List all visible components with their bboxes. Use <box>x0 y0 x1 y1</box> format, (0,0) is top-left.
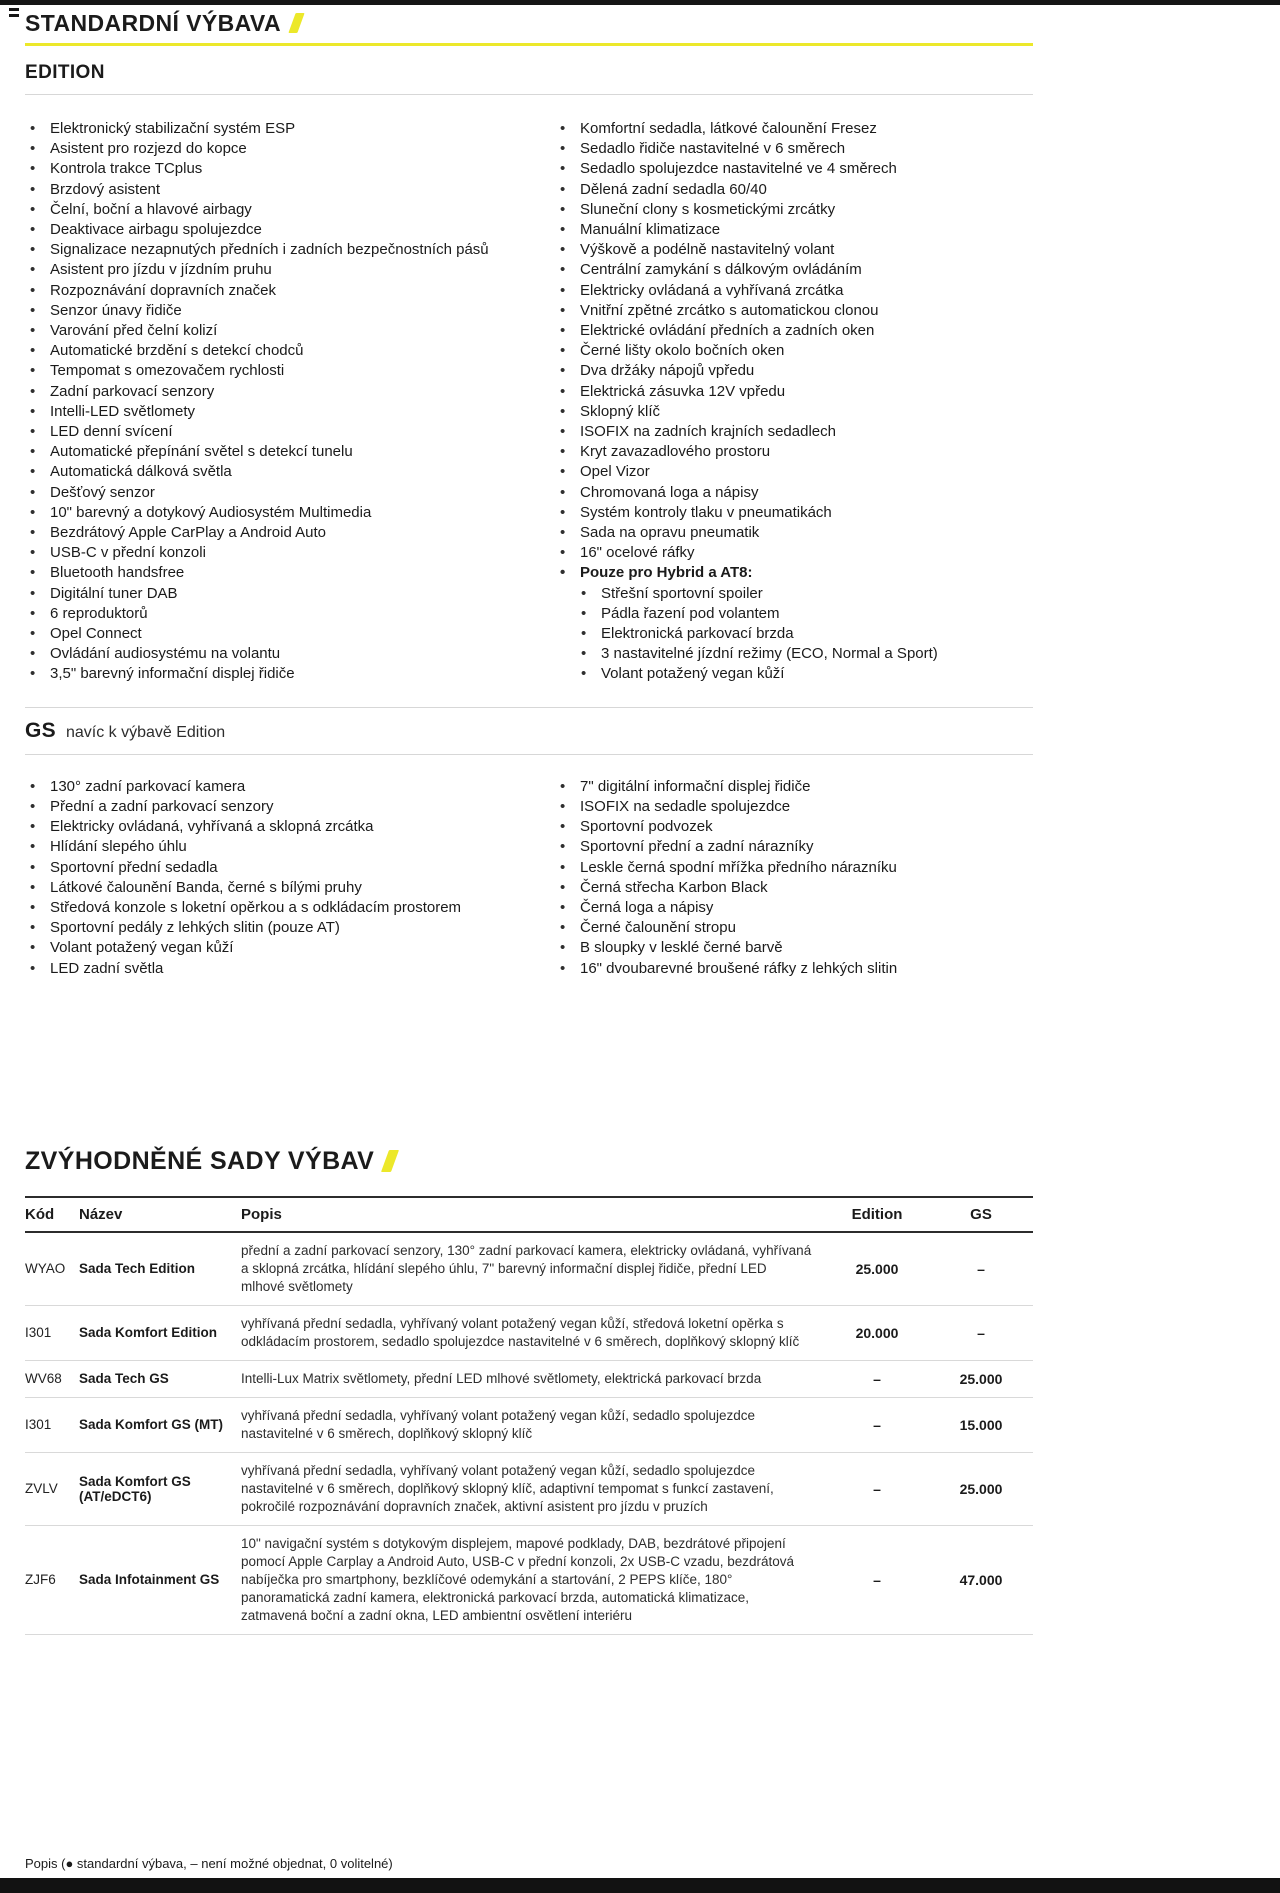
gs-left-list <box>25 777 525 979</box>
feature-item-label: Kontrola trakce TCplus <box>50 160 203 178</box>
feature-item-label: 16" dvoubarevné broušené ráfky z lehkých slitin <box>580 959 898 977</box>
feature-item <box>576 664 1033 684</box>
feature-item-label: Bezdrátový Apple CarPlay a Android Auto <box>50 524 327 542</box>
feature-item <box>25 837 525 857</box>
feature-item-label: Intelli-LED světlomety <box>50 402 196 420</box>
package-description: vyhřívaná přední sedadla, vyhřívaný volant potažený vegan kůží, středová loketní opěrka s odkládacím prostorem, sedadlo spolujezdce nastavitelné v 6 směrech, doplňkový sklopný klíč <box>241 1305 825 1360</box>
feature-item-label: Přední a zadní parkovací senzory <box>50 797 274 815</box>
packages-table-body <box>25 1232 1033 1635</box>
feature-item <box>555 139 1033 159</box>
feature-item-label: Elektricky ovládaná, vyhřívaná a sklopná zrcátka <box>50 818 374 836</box>
feature-item <box>555 422 1033 442</box>
feature-item <box>555 523 1033 543</box>
feature-item-label: Černá střecha Karbon Black <box>580 878 768 896</box>
feature-item <box>25 159 525 179</box>
feature-item-label: Leskle černá spodní mřížka předního nárazníku <box>580 858 897 876</box>
legend-note: Popis (● standardní výbava, – není možné objednat, 0 volitelné) <box>25 1856 393 1871</box>
feature-item <box>555 878 1033 898</box>
packages-section <box>25 1147 1033 1635</box>
feature-item <box>25 543 525 563</box>
feature-item <box>25 523 525 543</box>
feature-item-label: Černá loga a nápisy <box>580 898 714 916</box>
feature-item-label: Volant potažený vegan kůží <box>601 665 785 683</box>
feature-item-label: Elektronická parkovací brzda <box>601 625 794 643</box>
feature-item-label: LED zadní světla <box>50 959 164 977</box>
feature-item <box>555 281 1033 301</box>
package-name: Sada Infotainment GS <box>79 1525 241 1634</box>
feature-item <box>25 503 525 523</box>
feature-item <box>25 200 525 220</box>
edition-right-column <box>555 119 1033 685</box>
feature-item-label: Varování před čelní kolizí <box>50 322 218 340</box>
feature-item-label: Tempomat s omezovačem rychlosti <box>50 362 285 380</box>
feature-item-label: Elektronický stabilizační systém ESP <box>50 120 296 137</box>
package-code: WV68 <box>25 1360 79 1397</box>
feature-item-label: 3,5" barevný informační displej řidiče <box>50 665 295 683</box>
package-description: Intelli-Lux Matrix světlomety, přední LED mlhové světlomety, elektrická parkovací brzda <box>241 1360 825 1397</box>
package-description: přední a zadní parkovací senzory, 130° zadní parkovací kamera, elektricky ovládaná, vyhřívaná a sklopná zrcátka, hlídání slepého úhlu, 7" barevný informační displej řidiče, přední LED mlhové světlomety <box>241 1232 825 1306</box>
feature-item <box>25 797 525 817</box>
package-price-edition: – <box>825 1525 929 1634</box>
feature-item-label: Látkové čalounění Banda, černé s bílými pruhy <box>50 878 362 896</box>
feature-item <box>25 604 525 624</box>
feature-item-label: USB-C v přední konzoli <box>50 544 206 562</box>
page-edge-mark <box>9 8 19 17</box>
column-header-gs: GS <box>929 1197 1033 1232</box>
feature-item <box>25 321 525 341</box>
feature-item <box>555 898 1033 918</box>
package-description: vyhřívaná přední sedadla, vyhřívaný volant potažený vegan kůží, sedadlo spolujezdce nastavitelné v 6 směrech, doplňkový sklopný klíč, adaptivní tempomat s funkcí zastavení, pokročilé rozpoznávání dopravních značek, aktivní asistent pro jízdu v pruzích <box>241 1452 825 1525</box>
feature-item-label: ISOFIX na zadních krajních sedadlech <box>580 423 836 441</box>
feature-item <box>555 159 1033 179</box>
feature-item <box>25 959 525 979</box>
feature-item <box>555 119 1033 139</box>
feature-item <box>25 483 525 503</box>
package-price-gs: 25.000 <box>929 1360 1033 1397</box>
feature-item <box>555 959 1033 979</box>
edition-section <box>25 62 1033 685</box>
feature-item-label: 10" barevný a dotykový Audiosystém Multimedia <box>50 503 372 521</box>
package-code: ZJF6 <box>25 1525 79 1634</box>
feature-item-label: 6 reproduktorů <box>50 604 148 622</box>
feature-item <box>555 361 1033 381</box>
feature-item <box>25 644 525 664</box>
package-description: 10" navigační systém s dotykovým displejem, mapové podklady, DAB, bezdrátové připojení pomocí Apple Carplay a Android Auto, USB-C v přední konzoli, 2x USB-C vzadu, bezdrátová nabíječka pro smartphony, bezklíčové odemykání a startování, 2 PEPS klíče, 180° panoramatická zadní kamera, elektronická parkovací brzda, automatická klimatizace, zatmavená boční a zadní okna, LED ambientní osvětlení interiéru <box>241 1525 825 1634</box>
feature-item-label: Komfortní sedadla, látkové čalounění Fresez <box>580 120 877 137</box>
package-price-edition: – <box>825 1360 929 1397</box>
packages-title <box>25 1147 1033 1176</box>
feature-item-label: Kryt zavazadlového prostoru <box>580 443 771 461</box>
hybrid-note-label: Pouze pro Hybrid a AT8: <box>580 564 753 582</box>
packages-title-text: ZVÝHODNĚNÉ SADY VÝBAV <box>25 1146 375 1175</box>
feature-item <box>555 858 1033 878</box>
feature-item-label: Dva držáky nápojů vpředu <box>580 362 755 380</box>
feature-item <box>25 139 525 159</box>
package-price-gs: – <box>929 1232 1033 1306</box>
accent-rule <box>25 43 1033 46</box>
feature-item-label: Černé čalounění stropu <box>580 919 736 937</box>
package-code: ZVLV <box>25 1452 79 1525</box>
feature-item <box>25 220 525 240</box>
feature-item-label: Pádla řazení pod volantem <box>601 604 780 622</box>
feature-item-label: LED denní svícení <box>50 423 173 441</box>
feature-item <box>25 422 525 442</box>
feature-item <box>555 817 1033 837</box>
table-row <box>25 1525 1033 1634</box>
feature-item-label: Černé lišty okolo bočních oken <box>580 342 785 360</box>
feature-item <box>555 240 1033 260</box>
feature-item-label: 3 nastavitelné jízdní režimy (ECO, Normal a Sport) <box>601 645 938 663</box>
package-price-gs: 15.000 <box>929 1397 1033 1452</box>
feature-item <box>25 402 525 422</box>
feature-item-label: Ovládání audiosystému na volantu <box>50 645 281 663</box>
feature-item <box>25 361 525 381</box>
feature-item-label: Dešťový senzor <box>50 483 155 501</box>
feature-item-label: Sada na opravu pneumatik <box>580 524 760 542</box>
edition-feature-columns <box>25 95 1033 685</box>
package-code: I301 <box>25 1305 79 1360</box>
column-header-name: Název <box>79 1197 241 1232</box>
hybrid-sub-list <box>576 584 1033 685</box>
feature-item <box>25 563 525 583</box>
feature-item-label: Střešní sportovní spoiler <box>601 584 763 602</box>
table-row <box>25 1232 1033 1306</box>
feature-item-label: Automatické brzdění s detekcí chodců <box>50 342 304 360</box>
header-row <box>25 1197 1033 1232</box>
feature-item <box>25 584 525 604</box>
page-title-text: STANDARDNÍ VÝBAVA <box>25 10 281 36</box>
feature-item-label: Senzor únavy řidiče <box>50 301 182 319</box>
feature-item-label: Sportovní podvozek <box>580 818 713 836</box>
feature-item-label: ISOFIX na sedadle spolujezdce <box>580 797 791 815</box>
feature-item-label: 7" digitální informační displej řidiče <box>580 777 811 795</box>
gs-heading-title: GS <box>25 718 56 742</box>
brand-slash-icon <box>381 1150 399 1172</box>
feature-item <box>25 260 525 280</box>
feature-item-label: Sedadlo řidiče nastavitelné v 6 směrech <box>580 140 846 158</box>
feature-item <box>576 624 1033 644</box>
feature-item <box>25 119 525 139</box>
gs-heading <box>25 708 1033 754</box>
package-price-gs: 47.000 <box>929 1525 1033 1634</box>
table-row <box>25 1452 1033 1525</box>
column-header-desc: Popis <box>241 1197 825 1232</box>
feature-item-label: Sedadlo spolujezdce nastavitelné ve 4 směrech <box>580 160 897 178</box>
feature-item <box>576 644 1033 664</box>
feature-item <box>555 180 1033 200</box>
feature-item <box>25 462 525 482</box>
feature-item-label: Brzdový asistent <box>50 180 161 198</box>
feature-item <box>25 624 525 644</box>
feature-item-label: 130° zadní parkovací kamera <box>50 777 246 795</box>
column-header-code: Kód <box>25 1197 79 1232</box>
edition-heading: EDITION <box>25 62 105 83</box>
feature-item-label: Sportovní pedály z lehkých slitin (pouze AT) <box>50 919 340 937</box>
feature-item <box>555 918 1033 938</box>
feature-item <box>555 220 1033 240</box>
table-row <box>25 1397 1033 1452</box>
package-price-edition: – <box>825 1452 929 1525</box>
brand-slash-icon <box>288 13 304 33</box>
feature-item <box>25 898 525 918</box>
feature-item-label: Čelní, boční a hlavové airbagy <box>50 200 252 218</box>
feature-item <box>25 382 525 402</box>
package-code: WYAO <box>25 1232 79 1306</box>
feature-item-label: Automatické přepínání světel s detekcí tunelu <box>50 443 353 461</box>
edition-left-list <box>25 119 525 685</box>
package-price-gs: – <box>929 1305 1033 1360</box>
package-name: Sada Tech GS <box>79 1360 241 1397</box>
feature-item-label: Sluneční clony s kosmetickými zrcátky <box>580 200 836 218</box>
package-code: I301 <box>25 1397 79 1452</box>
page-content <box>25 5 1033 1635</box>
package-name: Sada Komfort GS (AT/eDCT6) <box>79 1452 241 1525</box>
feature-item-label: Výškově a podélně nastavitelný volant <box>580 241 835 259</box>
feature-item-label: Manuální klimatizace <box>580 221 721 239</box>
feature-item-label: Elektrické ovládání předních a zadních oken <box>580 322 875 340</box>
hybrid-note-list <box>555 563 1033 583</box>
package-description: vyhřívaná přední sedadla, vyhřívaný volant potažený vegan kůží, sedadlo spolujezdce nastavitelné v 6 směrech, doplňkový sklopný klíč <box>241 1397 825 1452</box>
feature-item <box>555 382 1033 402</box>
gs-heading-subtitle: navíc k výbavě Edition <box>65 723 226 741</box>
feature-item <box>555 483 1033 503</box>
hybrid-note-heading <box>555 563 1033 583</box>
feature-item <box>555 797 1033 817</box>
feature-item-label: Digitální tuner DAB <box>50 584 178 602</box>
feature-item <box>25 878 525 898</box>
feature-item-label: Opel Vizor <box>580 463 650 481</box>
feature-item <box>25 301 525 321</box>
feature-item <box>555 543 1033 563</box>
package-price-gs: 25.000 <box>929 1452 1033 1525</box>
packages-table <box>25 1196 1033 1635</box>
page-header <box>25 9 1033 46</box>
feature-item-label: Asistent pro jízdu v jízdním pruhu <box>50 261 272 279</box>
feature-item-label: Rozpoznávání dopravních značek <box>50 281 276 299</box>
feature-item <box>25 664 525 684</box>
feature-item-label: Bluetooth handsfree <box>50 564 185 582</box>
feature-item-label: Elektrická zásuvka 12V vpředu <box>580 382 786 400</box>
feature-item <box>555 442 1033 462</box>
page-title <box>25 9 1033 37</box>
feature-item <box>555 503 1033 523</box>
feature-item <box>555 260 1033 280</box>
feature-item <box>555 402 1033 422</box>
feature-item <box>25 442 525 462</box>
feature-item-label: Sportovní přední sedadla <box>50 858 218 876</box>
feature-item-label: Dělená zadní sedadla 60/40 <box>580 180 767 198</box>
feature-item <box>555 341 1033 361</box>
feature-item-label: Volant potažený vegan kůží <box>50 939 234 957</box>
feature-item <box>25 240 525 260</box>
feature-item <box>25 817 525 837</box>
package-price-edition: 25.000 <box>825 1232 929 1306</box>
feature-item-label: Vnitřní zpětné zrcátko s automatickou clonou <box>580 301 879 319</box>
feature-item <box>25 281 525 301</box>
package-name: Sada Tech Edition <box>79 1232 241 1306</box>
feature-item <box>555 837 1033 857</box>
feature-item-label: Deaktivace airbagu spolujezdce <box>50 221 262 239</box>
package-price-edition: – <box>825 1397 929 1452</box>
feature-item-label: Sportovní přední a zadní nárazníky <box>580 838 814 856</box>
feature-item-label: Opel Connect <box>50 625 142 643</box>
feature-item-label: B sloupky v lesklé černé barvě <box>580 939 783 957</box>
gs-right-list <box>555 777 1033 979</box>
feature-item <box>555 462 1033 482</box>
feature-item-label: 16" ocelové ráfky <box>580 544 695 562</box>
feature-item-label: Zadní parkovací senzory <box>50 382 215 400</box>
feature-item-label: Signalizace nezapnutých předních i zadních bezpečnostních pásů <box>50 241 489 259</box>
feature-item <box>555 777 1033 797</box>
gs-section <box>25 707 1033 979</box>
edition-right-list <box>555 119 1033 563</box>
column-header-edition: Edition <box>825 1197 929 1232</box>
feature-item-label: Asistent pro rozjezd do kopce <box>50 140 247 158</box>
table-row <box>25 1305 1033 1360</box>
feature-item <box>25 341 525 361</box>
package-name: Sada Komfort GS (MT) <box>79 1397 241 1452</box>
gs-feature-columns <box>25 755 1033 979</box>
feature-item-label: Hlídání slepého úhlu <box>50 838 187 856</box>
package-name: Sada Komfort Edition <box>79 1305 241 1360</box>
feature-item <box>555 200 1033 220</box>
feature-item-label: Automatická dálková světla <box>50 463 232 481</box>
feature-item <box>555 321 1033 341</box>
feature-item <box>25 777 525 797</box>
feature-item <box>576 584 1033 604</box>
feature-item <box>25 938 525 958</box>
feature-item <box>25 918 525 938</box>
bottom-page-bar <box>0 1878 1280 1893</box>
feature-item <box>25 180 525 200</box>
feature-item <box>555 301 1033 321</box>
packages-table-header <box>25 1197 1033 1232</box>
feature-item-label: Systém kontroly tlaku v pneumatikách <box>580 503 832 521</box>
feature-item-label: Sklopný klíč <box>580 402 661 420</box>
table-row <box>25 1360 1033 1397</box>
page-footer <box>0 1856 1280 1893</box>
feature-item <box>25 858 525 878</box>
package-price-edition: 20.000 <box>825 1305 929 1360</box>
feature-item <box>555 938 1033 958</box>
feature-item-label: Středová konzole s loketní opěrkou a s odkládacím prostorem <box>50 898 462 916</box>
feature-item-label: Chromovaná loga a nápisy <box>580 483 759 501</box>
feature-item <box>576 604 1033 624</box>
feature-item-label: Centrální zamykání s dálkovým ovládáním <box>580 261 862 279</box>
feature-item-label: Elektricky ovládaná a vyhřívaná zrcátka <box>580 281 844 299</box>
